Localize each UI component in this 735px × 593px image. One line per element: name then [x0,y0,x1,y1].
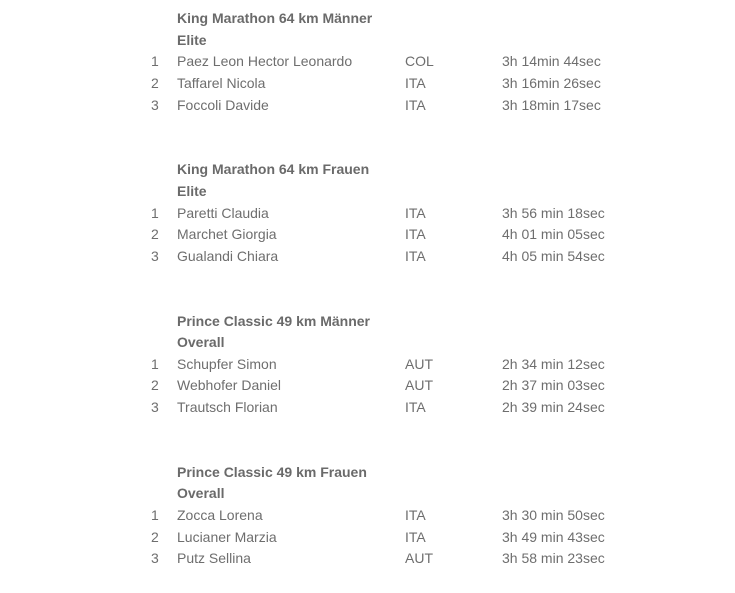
result-row [0,203,735,224]
result-name: Foccoli Davide [177,97,269,113]
result-name: Trautsch Florian [177,399,278,415]
result-time: 3h 18min 17sec [502,97,601,113]
result-time: 3h 30 min 50sec [502,507,605,523]
result-nation: ITA [405,507,426,523]
result-name: Paretti Claudia [177,205,269,221]
section-title: Prince Classic 49 km Frauen [177,464,367,480]
result-nation: ITA [405,75,426,91]
result-rank: 2 [151,529,159,545]
section-title: King Marathon 64 km Frauen [177,161,370,177]
result-time: 4h 01 min 05sec [502,226,605,242]
result-row [0,224,735,245]
result-name: Gualandi Chiara [177,248,279,264]
result-rank: 3 [151,248,159,264]
result-nation: ITA [405,529,426,545]
result-name: Webhofer Daniel [177,377,282,393]
result-nation: ITA [405,205,426,221]
section-category: Elite [177,183,207,199]
result-name: Zocca Lorena [177,507,263,523]
result-nation: ITA [405,248,426,264]
result-row [0,527,735,548]
result-time: 4h 05 min 54sec [502,248,605,264]
result-time: 3h 58 min 23sec [502,550,605,566]
result-time: 2h 34 min 12sec [502,356,605,372]
section-title: King Marathon 64 km Männer [177,10,373,26]
result-nation: AUT [405,550,433,566]
result-row [0,397,735,418]
result-row [0,51,735,72]
result-rank: 3 [151,399,159,415]
result-name: Schupfer Simon [177,356,277,372]
result-time: 3h 49 min 43sec [502,529,605,545]
result-nation: ITA [405,97,426,113]
result-rank: 2 [151,75,159,91]
result-name: Taffarel Nicola [177,75,266,91]
section-title: Prince Classic 49 km Männer [177,313,370,329]
result-row [0,375,735,396]
result-nation: AUT [405,377,433,393]
result-name: Lucianer Marzia [177,529,277,545]
result-rank: 2 [151,226,159,242]
result-time: 3h 16min 26sec [502,75,601,91]
result-row [0,73,735,94]
result-row [0,246,735,267]
result-time: 3h 56 min 18sec [502,205,605,221]
result-name: Marchet Giorgia [177,226,277,242]
result-name: Paez Leon Hector Leonardo [177,53,353,69]
result-time: 2h 39 min 24sec [502,399,605,415]
result-rank: 1 [151,205,159,221]
result-nation: ITA [405,226,426,242]
result-nation: AUT [405,356,433,372]
result-row [0,548,735,569]
result-name: Putz Sellina [177,550,251,566]
section-category: Overall [177,334,225,350]
section-category: Overall [177,485,225,501]
result-row [0,505,735,526]
result-nation: ITA [405,399,426,415]
result-rank: 1 [151,53,159,69]
result-row [0,95,735,116]
result-rank: 1 [151,356,159,372]
result-rank: 3 [151,97,159,113]
result-rank: 3 [151,550,159,566]
result-rank: 2 [151,377,159,393]
result-row [0,354,735,375]
result-rank: 1 [151,507,159,523]
section-category: Elite [177,32,207,48]
result-time: 3h 14min 44sec [502,53,601,69]
result-time: 2h 37 min 03sec [502,377,605,393]
result-nation: COL [405,53,434,69]
